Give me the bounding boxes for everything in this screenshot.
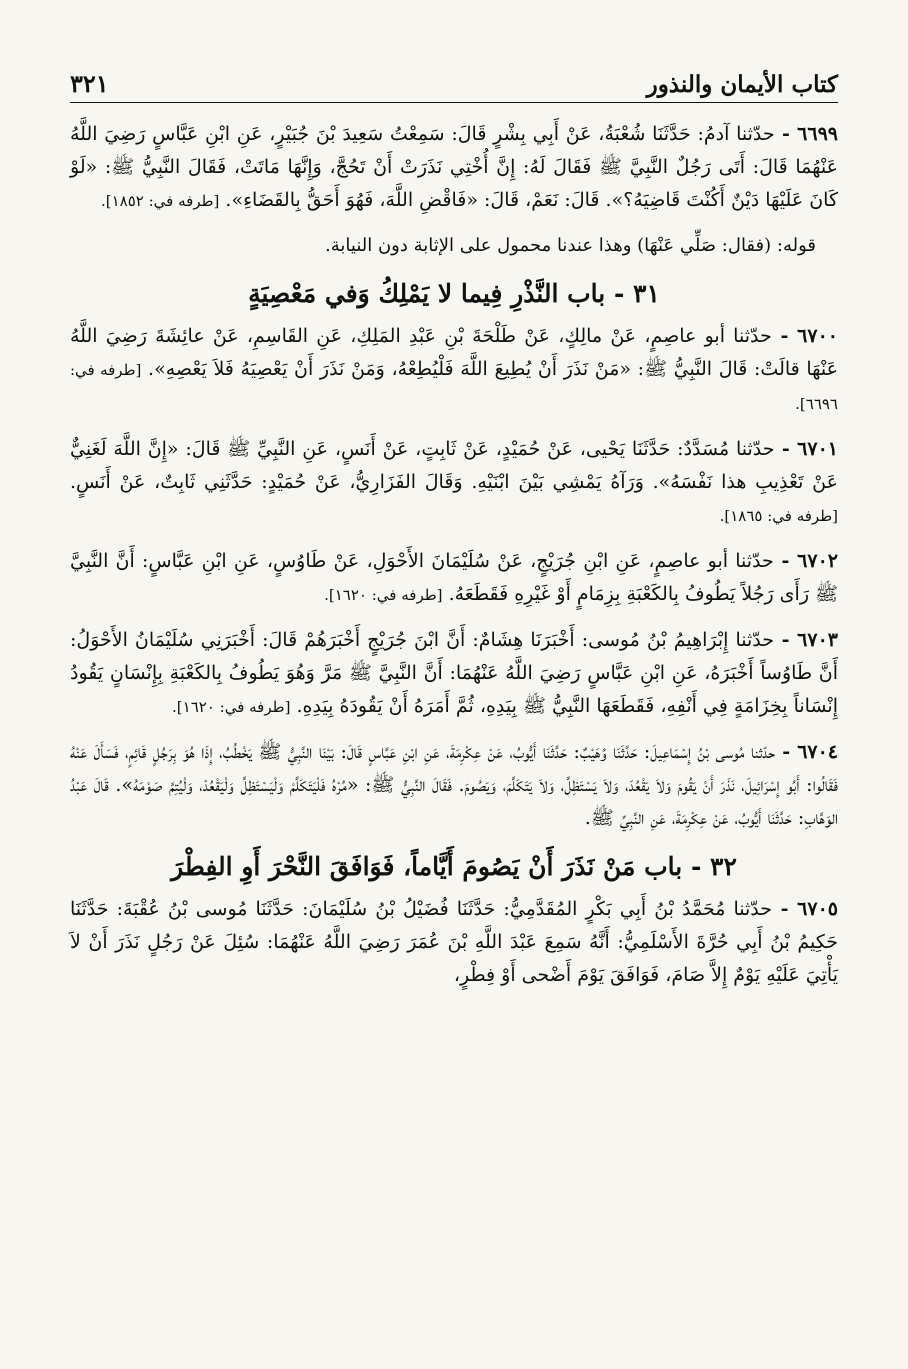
hadith-text: حدّثنا إِبْرَاهِيمُ بْنُ مُوسى: أَخْبَرَنَا هِشَامٌ: أَنَّ ابْنَ جُرَيْجٍ أَخْبَرَهُمْ قَالَ: أَخْبَرَنِي سُلَيْمَانُ الأَحْوَلُ: أَنَّ طَاوُساً أَخْبَرَهُ، عَنِ ابْنِ عَبَّاسٍ رَضِيَ اللَّهُ عَنْهُمَا: أَنَّ النَّبِيَّ ﷺ مَرَّ وَهُوَ يَطُوفُ بِالكَعْبَةِ بِإِنْسَانٍ يَقُودُ إِنْسَاناً بِخِزَامَةٍ فِي أَنْفِهِ، فَقَطَعَهَا النَّبِيُّ ﷺ بِيَدِهِ، ثُمَّ أَمَرَهُ أَنْ يَقُودَهُ بِيَدِهِ. (70, 629, 838, 717)
hadith-6701 (70, 433, 838, 533)
chapter-heading-31: ٣١ - باب النَّذْرِ فِيما لا يَمْلِكُ وَفي مَعْصِيَةٍ (248, 279, 660, 308)
hadith-number: ٦٧٠٠ - (771, 325, 838, 347)
hadith-number: ٦٧٠٣ - (774, 629, 838, 651)
hadith-text: حدّثنا آدمُ: حَدَّثَنَا شُعْبَةُ، عَنْ أَبِي بِشْرٍ قَالَ: سَمِعْتُ سَعِيدَ بْنَ جُبَيْرٍ، عَنِ ابْنِ عَبَّاسٍ رَضِيَ اللَّهُ عَنْهُمَا قَالَ: أَتَى رَجُلٌ النَّبِيَّ ﷺ فَقَالَ لَهُ: إِنَّ أُخْتِي نَذَرَتْ أَنْ تَحُجَّ، وَإِنَّهَا مَاتَتْ، فَقَالَ النَّبِيُّ ﷺ: «لَوْ كَانَ عَلَيْهَا دَيْنٌ أَكُنْتَ قَاضِيَهُ؟». قَالَ: نَعَمْ، قَالَ: «فَاقْضِ اللَّهَ، فَهُوَ أَحَقُّ بِالقَضَاءِ». (70, 123, 838, 211)
commentary-note: قوله: (فقال: صَلِّي عَنْهَا) وهذا عندنا محمول على الإثابة دون النيابة. (325, 235, 816, 256)
hadith-text: حدّثنا مُسَدَّدٌ: حَدَّثَنَا يَحْيى، عَنْ حُمَيْدٍ، عَنْ ثَابِتٍ، عَنْ أَنَسٍ، عَنِ النَّبِيِّ ﷺ قَالَ: «إِنَّ اللَّهَ لَغَنِيٌّ عَنْ تَعْذِيبِ هذا نَفْسَهُ». وَرَآهُ يَمْشِي بَيْنَ ابْنَيْهِ. وَقَالَ الفَزَارِيُّ، عَنْ حُمَيْدٍ: حَدَّثَنِي ثَابِتٌ، عَنْ أَنَسٍ. (70, 438, 838, 493)
cross-reference: [طرفه في: ١٦٢٠]. (172, 698, 291, 716)
page-number: ٣٢١ (70, 69, 109, 98)
cross-reference: [طرفه في: ١٨٦٥]. (719, 507, 838, 525)
hadith-number: ٦٧٠٥ - (772, 898, 838, 920)
hadith-6702 (70, 545, 838, 612)
hadith-6703 (70, 624, 838, 724)
chapter-heading-32: ٣٢ - باب مَنْ نَذَرَ أَنْ يَصُومَ أَيَّاماً، فَوَافَقَ النَّحْرَ أَوِ الفِطْرَ (171, 852, 737, 881)
hadith-6699 (70, 118, 838, 218)
hadith-number: ٦٧٠٢ - (773, 550, 838, 572)
running-header (70, 62, 838, 103)
hadith-6704 (70, 736, 838, 835)
hadith-text: حدّثنا مُحَمَّدُ بْنُ أَبِي بَكْرٍ المُقَدَّمِيُّ: حَدَّثَنَا فُضَيْلُ بْنُ سُلَيْمَانَ: حَدَّثَنَا مُوسى بْنُ عُقْبَةَ: حَدَّثَنَا حَكِيمُ بْنُ أَبِي حُرَّةَ الأَسْلَمِيُّ: أَنَّهُ سَمِعَ عَبْدَ اللَّهِ بْنَ عُمَرَ رَضِيَ اللَّهُ عَنْهُمَا: سُئِلَ عَنْ رَجُلٍ نَذَرَ أَنْ لاَ يَأْتِيَ عَلَيْهِ يَوْمٌ إِلاَّ صَامَ، فَوَافَقَ يَوْمَ أَضْحى أَوْ فِطْرٍ، (70, 898, 838, 986)
hadith-number: ٦٧٠١ - (774, 438, 838, 460)
cross-reference: [طرفه في: ٦٦٩٦]. (70, 361, 838, 413)
hadith-6705 (70, 893, 838, 992)
hadith-text: حدّثنا أبو عاصِمٍ، عَنِ ابْنِ جُرَيْجٍ، عَنْ سُلَيْمَانَ الأَحْوَلِ، عَنْ طَاوُسٍ، عَنِ ابْنِ عَبَّاسٍ: أَنَّ النَّبِيَّ ﷺ رَأَى رَجُلاً يَطُوفُ بِالكَعْبَةِ بِزِمَامٍ أَوْ غَيْرِهِ فَقَطَعَهُ. (70, 550, 838, 605)
hadith-number: ٦٧٠٤ - (775, 741, 839, 763)
page-body (70, 118, 838, 1004)
cross-reference: [طرفه في: ١٨٥٢]. (100, 192, 220, 210)
book-title: كتاب الأيمان والنذور (646, 71, 838, 98)
hadith-6700 (70, 320, 838, 421)
hadith-text: حدّثنا مُوسى بْنُ إِسْمَاعِيلَ: حَدَّثَنَا وُهَيْبٌ: حَدَّثَنَا أَيُّوبُ، عَنْ عِكْرِمَةَ، عَنِ ابْنِ عَبَّاسٍ قَالَ: بَيْنَا النَّبِيُّ ﷺ يَخْطُبُ، إِذَا هُوَ بِرَجُلٍ قَائِمٍ، فَسَأَلَ عَنْهُ فَقَالُوا: أَبُو إِسْرَائِيلَ، نَذَرَ أَنْ يَقُومَ وَلاَ يَقْعُدَ، وَلاَ يَسْتَظِلَّ، وَلاَ يَتَكَلَّمَ، وَيَصُومَ. فَقَالَ النَّبِيُّ ﷺ: «مُرْهُ فَلْيَتَكَلَّمْ وَلْيَسْتَظِلَّ وَلْيَقْعُدْ، وَلْيُتِمَّ صَوْمَهُ». قَالَ عَبْدُ الوَهَّابِ: حَدَّثَنَا أَيُّوبُ، عَنْ عِكْرِمَةَ، عَنِ النَّبِيِّ ﷺ. (70, 741, 838, 829)
hadith-number: ٦٦٩٩ - (774, 123, 838, 145)
cross-reference: [طرفه في: ١٦٢٠]. (324, 586, 443, 604)
hadith-text: حدّثنا أبو عاصِمٍ، عَنْ مالِكٍ، عَنْ طَلْحَةَ بْنِ عَبْدِ المَلِكِ، عَنِ القَاسِمِ، عَنْ عائِشَةَ رَضِيَ اللَّهُ عَنْهَا قالَتْ: قَالَ النَّبِيُّ ﷺ: «مَنْ نَذَرَ أَنْ يُطِيعَ اللَّهَ فَلْيُطِعْهُ، وَمَنْ نَذَرَ أَنْ يَعْصِيَهُ فَلاَ يَعْصِهِ». (70, 325, 838, 380)
